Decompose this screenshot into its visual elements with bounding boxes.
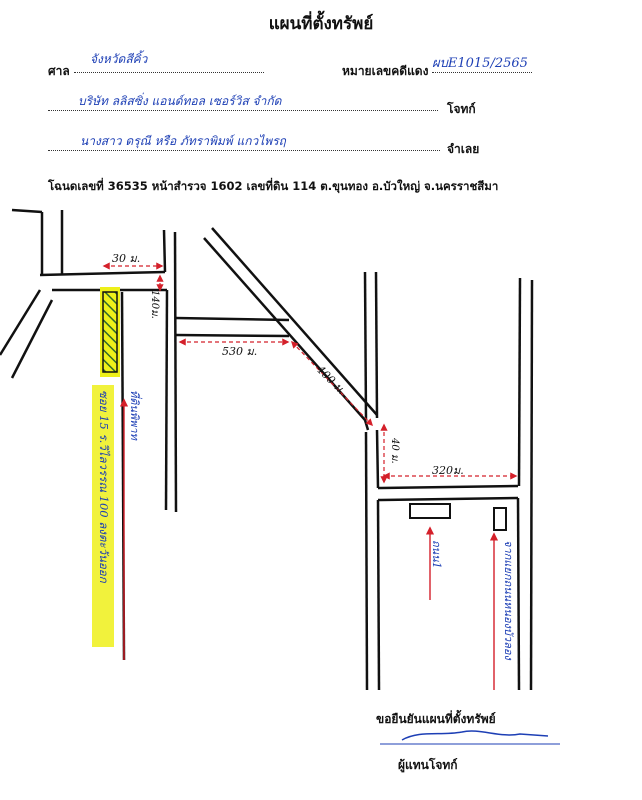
road-diagonal-main: [204, 228, 377, 430]
plaintiff-label: โจทก์: [447, 102, 476, 116]
road-left-diagonal: [0, 208, 52, 378]
building-mid: [410, 504, 450, 518]
distance-d5: 40 ม.: [389, 438, 400, 464]
plaintiff-value: บริษัท ลลิสซิ่ง แอนด์ทอล เซอร์วิส จำกัด: [78, 94, 282, 108]
arrow-mid-label: ถนน1: [430, 540, 443, 569]
road-soi-left: [40, 210, 289, 660]
distance-d1: 30 ม.: [112, 252, 141, 265]
arrow-right-label: จากแยกถนนหนองบัวลอง: [502, 540, 515, 660]
distance-d3: 530 ม.: [222, 345, 258, 358]
distance-d6: 320ม.: [432, 464, 464, 477]
property-parcel: [103, 292, 117, 372]
distance-d2: 140ม.: [149, 290, 160, 319]
case-label: หมายเลขคดีแดง: [342, 64, 429, 78]
road-left-label: ซอย 15 ร.วิไลวรรณ 100 ลงตะวันออก: [97, 390, 111, 583]
court-value: จังหวัดสีคิ้ว: [90, 52, 148, 66]
page-title: แผนที่ตั้งทรัพย์: [268, 14, 374, 34]
confirm-label: ขอยืนยันแผนที่ตั้งทรัพย์: [376, 712, 496, 726]
distance-d4: 400 ม.: [313, 362, 348, 398]
deed-info: โฉนดเลขที่ 36535 หน้าสำรวจ 1602 เลขที่ดิน 114 ต.ขุนทอง อ.บัวใหญ่ จ.นครราชสีมา: [48, 179, 499, 193]
defendant-label: จำเลย: [447, 142, 480, 156]
property-label: ที่ดินพิพาท: [128, 390, 141, 440]
building-right: [494, 508, 506, 530]
case-value: ผบE1015/2565: [432, 56, 528, 71]
signature-mark: [402, 731, 548, 740]
representative-label: ผู้แทนโจทก์: [398, 758, 458, 772]
court-label: ศาล: [48, 64, 70, 78]
defendant-value: นางสาว ดรุณี หรือ ภัทราพิมพ์ แกวไพรฤ: [80, 134, 286, 148]
